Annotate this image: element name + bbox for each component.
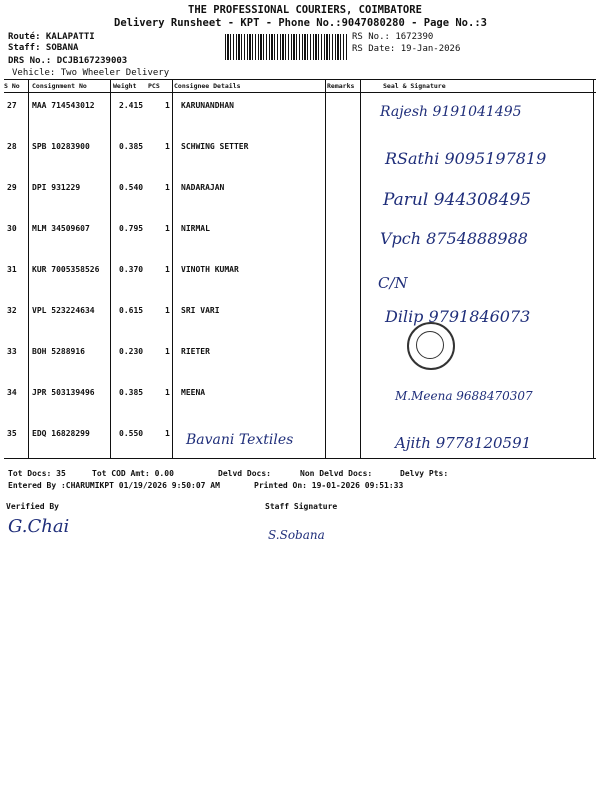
handwritten-signature: Dilip 9791846073	[385, 307, 531, 326]
pcs-cell: 1	[165, 224, 170, 233]
consignee-cell: RIETER	[181, 347, 210, 356]
verified-by-label: Verified By	[6, 502, 59, 511]
table-row	[0, 256, 600, 297]
consignee-cell: NADARAJAN	[181, 183, 225, 192]
consignee-cell: MEENA	[181, 388, 206, 397]
table-row	[0, 338, 600, 379]
non-delivered-docs: Non Delvd Docs:	[300, 469, 373, 478]
handwritten-signature: RSathi 9095197819	[385, 149, 547, 168]
barcode	[225, 34, 347, 60]
handwritten-signature: Vpch 8754888988	[380, 229, 528, 248]
verified-by-signature: G.Chai	[8, 516, 70, 537]
consignee-cell: SCHWING SETTER	[181, 142, 249, 151]
sno-cell: 28	[7, 142, 17, 151]
table-row	[0, 174, 600, 215]
consignment-cell: DPI 931229	[32, 183, 81, 192]
table-row	[0, 297, 600, 338]
weight-cell: 0.550	[119, 429, 144, 438]
vehicle-label: Vehicle: Two Wheeler Delivery	[12, 68, 170, 78]
handwritten-signature: Parul 944308495	[383, 190, 532, 210]
delivered-docs: Delvd Docs:	[218, 469, 271, 478]
company-seal-stamp	[407, 322, 455, 370]
weight-cell: 0.615	[119, 306, 144, 315]
table-row	[0, 420, 600, 461]
sno-cell: 30	[7, 224, 17, 233]
header-weight: Weight	[113, 82, 137, 90]
table-row	[0, 133, 600, 174]
sno-cell: 27	[7, 101, 17, 110]
sno-cell: 34	[7, 388, 17, 397]
route-label: Routé: KALAPATTI	[8, 32, 95, 42]
table-row	[0, 92, 600, 133]
runsheet-title: Delivery Runsheet - KPT - Phone No.:9047080280 - Page No.:3	[114, 17, 487, 29]
weight-cell: 0.540	[119, 183, 144, 192]
pcs-cell: 1	[165, 429, 170, 438]
weight-cell: 0.795	[119, 224, 144, 233]
consignment-cell: KUR 7005358526	[32, 265, 100, 274]
total-docs: Tot Docs: 35	[8, 469, 66, 478]
table-row	[0, 379, 600, 420]
sno-cell: 33	[7, 347, 17, 356]
consignee-cell: KARUNANDHAN	[181, 101, 234, 110]
drs-number: DRS No.: DCJB167239003	[8, 56, 128, 66]
header-seal: Seal & Signature	[383, 82, 446, 90]
sno-cell: 32	[7, 306, 17, 315]
header-remarks: Remarks	[327, 82, 355, 90]
rs-date: RS Date: 19-Jan-2026	[352, 44, 461, 54]
rs-number: RS No.: 1672390	[352, 32, 434, 42]
weight-cell: 0.385	[119, 388, 144, 397]
pcs-cell: 1	[165, 306, 170, 315]
table-row	[0, 215, 600, 256]
weight-cell: 0.385	[119, 142, 144, 151]
handwritten-signature: M.Meena 9688470307	[395, 389, 533, 403]
header-consignment: Consignment No	[32, 82, 87, 90]
consignment-cell: MAA 714543012	[32, 101, 95, 110]
pcs-cell: 1	[165, 101, 170, 110]
pcs-cell: 1	[165, 183, 170, 192]
handwritten-consignee: Bavani Textiles	[186, 432, 294, 448]
sno-cell: 31	[7, 265, 17, 274]
pcs-cell: 1	[165, 347, 170, 356]
total-cod: Tot COD Amt: 0.00	[92, 469, 174, 478]
consignment-cell: SPB 10283900	[32, 142, 90, 151]
handwritten-signature: Rajesh 9191041495	[380, 104, 522, 120]
header-consignee: Consignee Details	[174, 82, 241, 90]
header-sno: S No	[4, 82, 20, 90]
weight-cell: 0.370	[119, 265, 144, 274]
pcs-cell: 1	[165, 265, 170, 274]
header-pcs: PCS	[148, 82, 160, 90]
consignment-cell: MLM 34509607	[32, 224, 90, 233]
entered-by: Entered By :CHARUMIKPT 01/19/2026 9:50:07 AM	[8, 481, 220, 490]
company-name: THE PROFESSIONAL COURIERS, COIMBATORE	[188, 4, 422, 16]
sno-cell: 35	[7, 429, 17, 438]
consignee-cell: SRI VARI	[181, 306, 220, 315]
consignment-cell: EDQ 16828299	[32, 429, 90, 438]
weight-cell: 2.415	[119, 101, 144, 110]
consignment-cell: BOH 5288916	[32, 347, 85, 356]
consignee-cell: NIRMAL	[181, 224, 210, 233]
handwritten-signature: C/N	[378, 274, 408, 292]
printed-on: Printed On: 19-01-2026 09:51:33	[254, 481, 404, 490]
delivery-points: Delvy Pts:	[400, 469, 449, 478]
consignee-cell: VINOTH KUMAR	[181, 265, 239, 274]
table-top-rule	[4, 79, 596, 80]
weight-cell: 0.230	[119, 347, 144, 356]
handwritten-signature: Ajith 9778120591	[395, 434, 532, 452]
pcs-cell: 1	[165, 388, 170, 397]
staff-signature: S.Sobana	[268, 528, 325, 542]
consignment-cell: JPR 503139496	[32, 388, 95, 397]
pcs-cell: 1	[165, 142, 170, 151]
sno-cell: 29	[7, 183, 17, 192]
staff-signature-label: Staff Signature	[265, 502, 338, 511]
consignment-cell: VPL 523224634	[32, 306, 95, 315]
staff-label: Staff: SOBANA	[8, 43, 79, 53]
